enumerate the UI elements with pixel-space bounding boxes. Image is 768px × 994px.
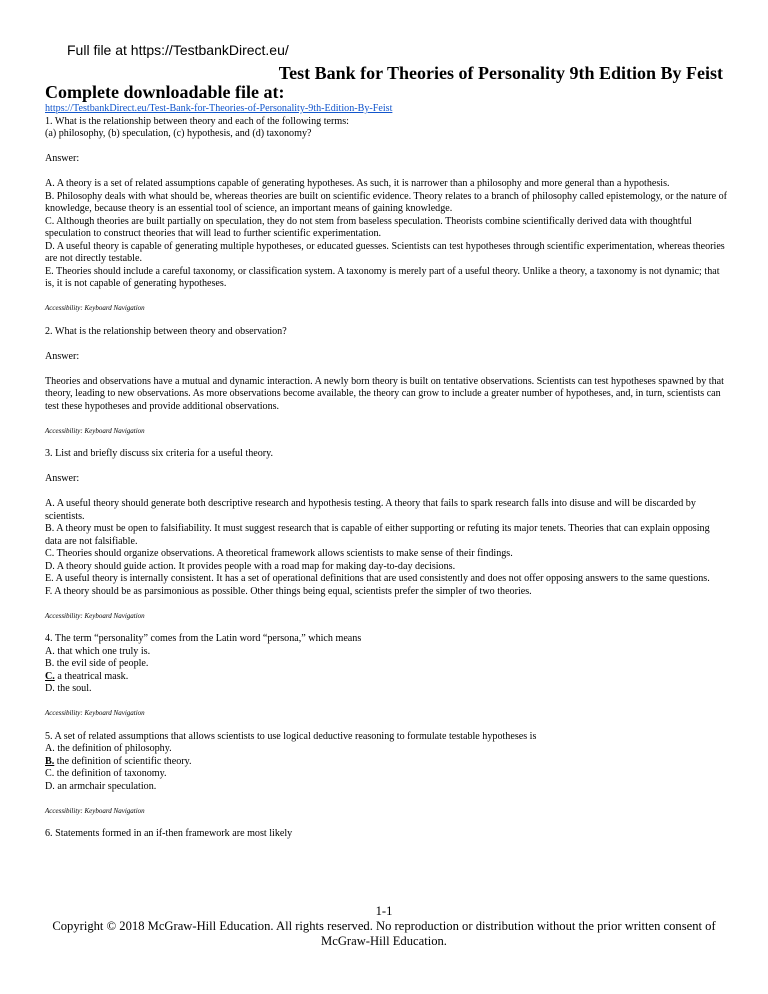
correct-answer-marker: B.	[45, 755, 55, 767]
download-heading: Complete downloadable file at:	[45, 82, 285, 102]
q3-answer-d: D. A theory should guide action. It provides people with a road map for making day-to-day decisions.	[45, 560, 456, 572]
page-number: 1-1	[375, 904, 393, 918]
q5-option-b	[45, 756, 728, 769]
download-link[interactable]: https://TestbankDirect.eu/Test-Bank-for-Theories-of-Personality-9th-Edition-By-Feist	[45, 103, 393, 114]
question-6: 6. Statements formed in an if-then framework are most likely	[45, 828, 293, 839]
q4-option-d: D. the soul.	[45, 683, 92, 694]
accessibility-tag: Accessibility: Keyboard Navigation	[45, 806, 145, 815]
q4-option-b: B. the evil side of people.	[45, 658, 149, 669]
q2-answer: Theories and observations have a mutual and dynamic interaction. A newly born theory is built on tentative observations. Scientists can test hypotheses spawned by that theory, leading to new observations. As more observations become available, the theory can grow to include a greater number of hypotheses, and, in turn, scientists can test these hypotheses and provide additional observations.	[45, 375, 724, 412]
q5-option-b-text: the definition of scientific theory.	[54, 755, 192, 767]
question-3: 3. List and briefly discuss six criteria for a useful theory.	[45, 448, 274, 459]
q3-answer-b: B. A theory must be open to falsifiability. It must suggest research that is capable of either supporting or refuting its major tenets. Theories that can explain opposing data are not falsifiable.	[45, 523, 710, 547]
q3-answer-c: C. Theories should organize observations. A theoretical framework allows scientists to make sense of their findings.	[45, 548, 513, 559]
document-title: Test Bank for Theories of Personality 9th Edition By Feist	[278, 63, 723, 83]
q4-option-a: A. that which one truly is.	[45, 645, 151, 657]
question-5: 5. A set of related assumptions that allows scientists to use logical deductive reasoning to formulate testable hypotheses is	[45, 730, 537, 742]
question-1-line-2: (a) philosophy, (b) speculation, (c) hypothesis, and (d) taxonomy?	[45, 128, 312, 139]
q1-answer-e: E. Theories should include a careful taxonomy, or classification system. A taxonomy is merely part of a useful theory. Unlike a theory, a taxonomy is not dynamic; that is, it is not capable of generating hypotheses.	[45, 265, 720, 289]
q3-answer-e: E. A useful theory is internally consistent. It has a set of operational definitions that are used consistently and does not offer opposing answers to the same questions.	[45, 573, 710, 584]
q1-answer-a: A. A theory is a set of related assumptions capable of generating hypotheses. As such, it is narrower than a philosophy and more general than a hypothesis.	[45, 178, 670, 189]
header-note: Full file at https://TestbankDirect.eu/	[67, 42, 289, 58]
answer-label: Answer:	[45, 473, 80, 484]
q5-option-a: A. the definition of philosophy.	[45, 743, 172, 754]
q1-answer-c: C. Although theories are built partially on speculation, they do not stem from baseless speculation. Theorists combine scientifically derived data with thoughtful speculation to construct theories that will lead to further scientific experimentation.	[45, 215, 692, 239]
copyright-notice: Copyright © 2018 McGraw-Hill Education. All rights reserved. No reproduction or distribution without the prior written consent of McGraw-Hill Education.	[52, 919, 716, 948]
question-4: 4. The term “personality” comes from the Latin word “persona,” which means	[45, 633, 362, 644]
answer-label: Answer:	[45, 153, 80, 164]
document-body	[45, 103, 728, 841]
accessibility-tag: Accessibility: Keyboard Navigation	[45, 426, 145, 435]
q5-option-c: C. the definition of taxonomy.	[45, 768, 167, 779]
accessibility-tag: Accessibility: Keyboard Navigation	[45, 709, 145, 717]
accessibility-tag: Accessibility: Keyboard Navigation	[45, 611, 145, 620]
page-footer	[40, 904, 728, 949]
q1-answer-b: B. Philosophy deals with what should be, whereas theories are built on scientific evidence. Theory relates to a branch of philosophy called epistemology, or the nature of knowledge, because theory is an essential tool of science, an important means of gaining knowledge.	[45, 190, 727, 214]
correct-answer-marker: C.	[45, 670, 55, 682]
accessibility-tag: Accessibility: Keyboard Navigation	[45, 304, 145, 312]
q3-answer-a: A. A useful theory should generate both descriptive research and hypothesis testing. A theory that fails to spark research falls into disuse and will be discarded by scientists.	[45, 498, 696, 522]
q4-option-c	[45, 671, 728, 684]
q4-option-c-text: a theatrical mask.	[54, 670, 129, 682]
question-2: 2. What is the relationship between theory and observation?	[45, 325, 287, 337]
answer-label: Answer:	[45, 350, 80, 362]
q1-answer-d: D. A useful theory is capable of generating multiple hypotheses, or educated guesses. Scientists can test hypotheses through scientific experimentation, whereas theories are not directly testable.	[45, 240, 725, 264]
question-1-line-1: 1. What is the relationship between theory and each of the following terms:	[45, 115, 349, 127]
q3-answer-f: F. A theory should be as parsimonious as possible. Other things being equal, scientists prefer the simpler of two theories.	[45, 585, 532, 597]
q5-option-d: D. an armchair speculation.	[45, 780, 157, 792]
